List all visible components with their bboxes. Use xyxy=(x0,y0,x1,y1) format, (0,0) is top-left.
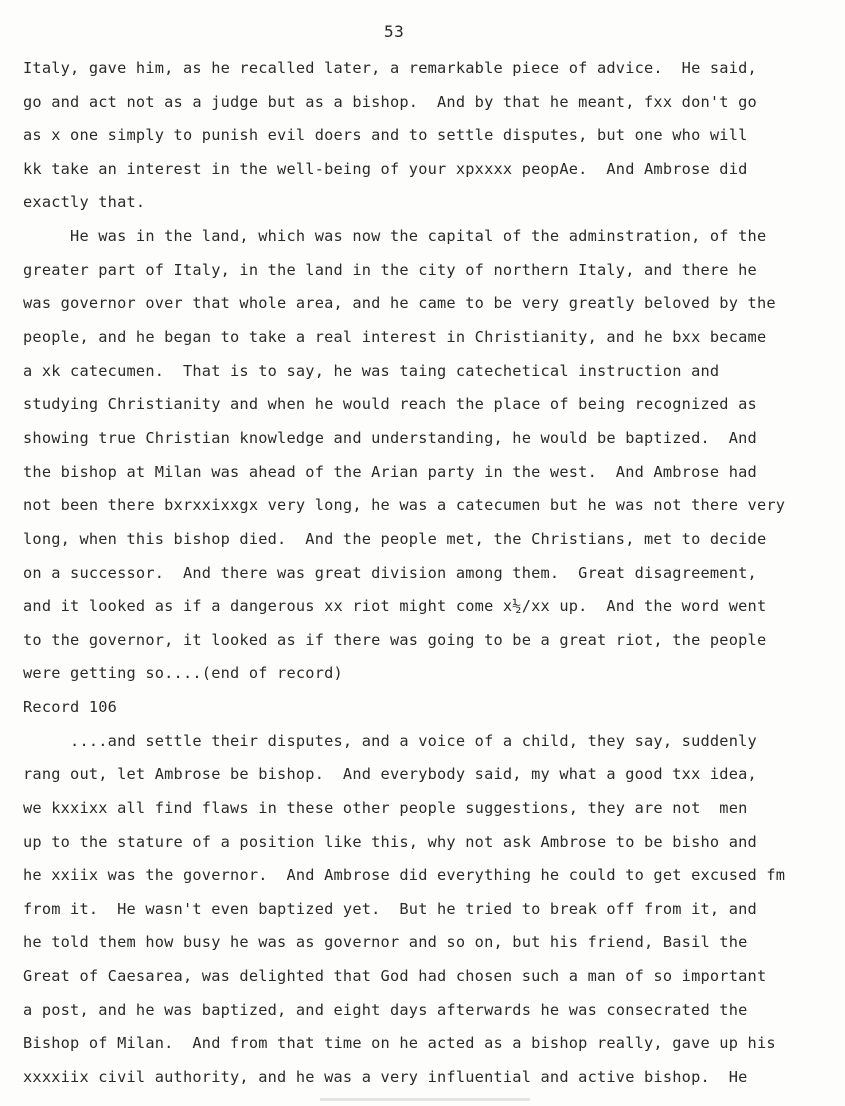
text-line: go and act not as a judge but as a bishop. And by that he meant, fxx don't go xyxy=(23,93,757,111)
text-line: Italy, gave him, as he recalled later, a remarkable piece of advice. He said, xyxy=(23,59,757,77)
text-line: from it. He wasn't even baptized yet. But he tried to break off from it, and xyxy=(23,900,757,918)
text-line: He was in the land, which was now the capital of the adminstration, of the xyxy=(23,227,767,245)
text-line: he xxiix was the governor. And Ambrose did everything he could to get excused fm xyxy=(23,866,786,884)
text-line: Bishop of Milan. And from that time on he acted as a bishop really, gave up his xyxy=(23,1034,776,1052)
text-line: were getting so....(end of record) xyxy=(23,664,343,682)
text-line: ....and settle their disputes, and a voice of a child, they say, suddenly xyxy=(23,732,757,750)
text-line: greater part of Italy, in the land in the city of northern Italy, and there he xyxy=(23,261,757,279)
text-line: the bishop at Milan was ahead of the Arian party in the west. And Ambrose had xyxy=(23,463,757,481)
text-line: up to the stature of a position like this, why not ask Ambrose to be bisho and xyxy=(23,833,757,851)
text-line: a post, and he was baptized, and eight days afterwards he was consecrated the xyxy=(23,1001,748,1019)
text-line: not been there bxrxxixxgx very long, he was a catecumen but he was not there very xyxy=(23,496,786,514)
text-line: people, and he began to take a real interest in Christianity, and he bxx became xyxy=(23,328,767,346)
text-line: he told them how busy he was as governor and so on, but his friend, Basil the xyxy=(23,933,748,951)
text-line: showing true Christian knowledge and understanding, he would be baptized. And xyxy=(23,429,757,447)
record-heading: Record 106 xyxy=(23,698,118,716)
text-line: a xk catecumen. That is to say, he was taing catechetical instruction and xyxy=(23,362,720,380)
text-line: was governor over that whole area, and he came to be very greatly beloved by the xyxy=(23,294,776,312)
text-line: and it looked as if a dangerous xx riot might come x½/xx up. And the word went xyxy=(23,597,767,615)
text-line: rang out, let Ambrose be bishop. And everybody said, my what a good txx idea, xyxy=(23,765,757,783)
text-line: exactly that. xyxy=(23,193,146,211)
text-line: kk take an interest in the well-being of your xpxxxx peopAe. And Ambrose did xyxy=(23,160,748,178)
text-line: on a successor. And there was great division among them. Great disagreement, xyxy=(23,564,757,582)
text-line: to the governor, it looked as if there was going to be a great riot, the people xyxy=(23,631,767,649)
text-line: long, when this bishop died. And the people met, the Christians, met to decide xyxy=(23,530,767,548)
text-line: Great of Caesarea, was delighted that God had chosen such a man of so important xyxy=(23,967,767,985)
text-line: xxxxiix civil authority, and he was a very influential and active bishop. He xyxy=(23,1068,748,1086)
page-number: 53 xyxy=(384,22,405,41)
page-bottom-smudge xyxy=(320,1098,530,1101)
text-line: as x one simply to punish evil doers and to settle disputes, but one who will xyxy=(23,126,748,144)
text-line: studying Christianity and when he would reach the place of being recognized as xyxy=(23,395,757,413)
text-line: we kxxixx all find flaws in these other people suggestions, they are not men xyxy=(23,799,748,817)
